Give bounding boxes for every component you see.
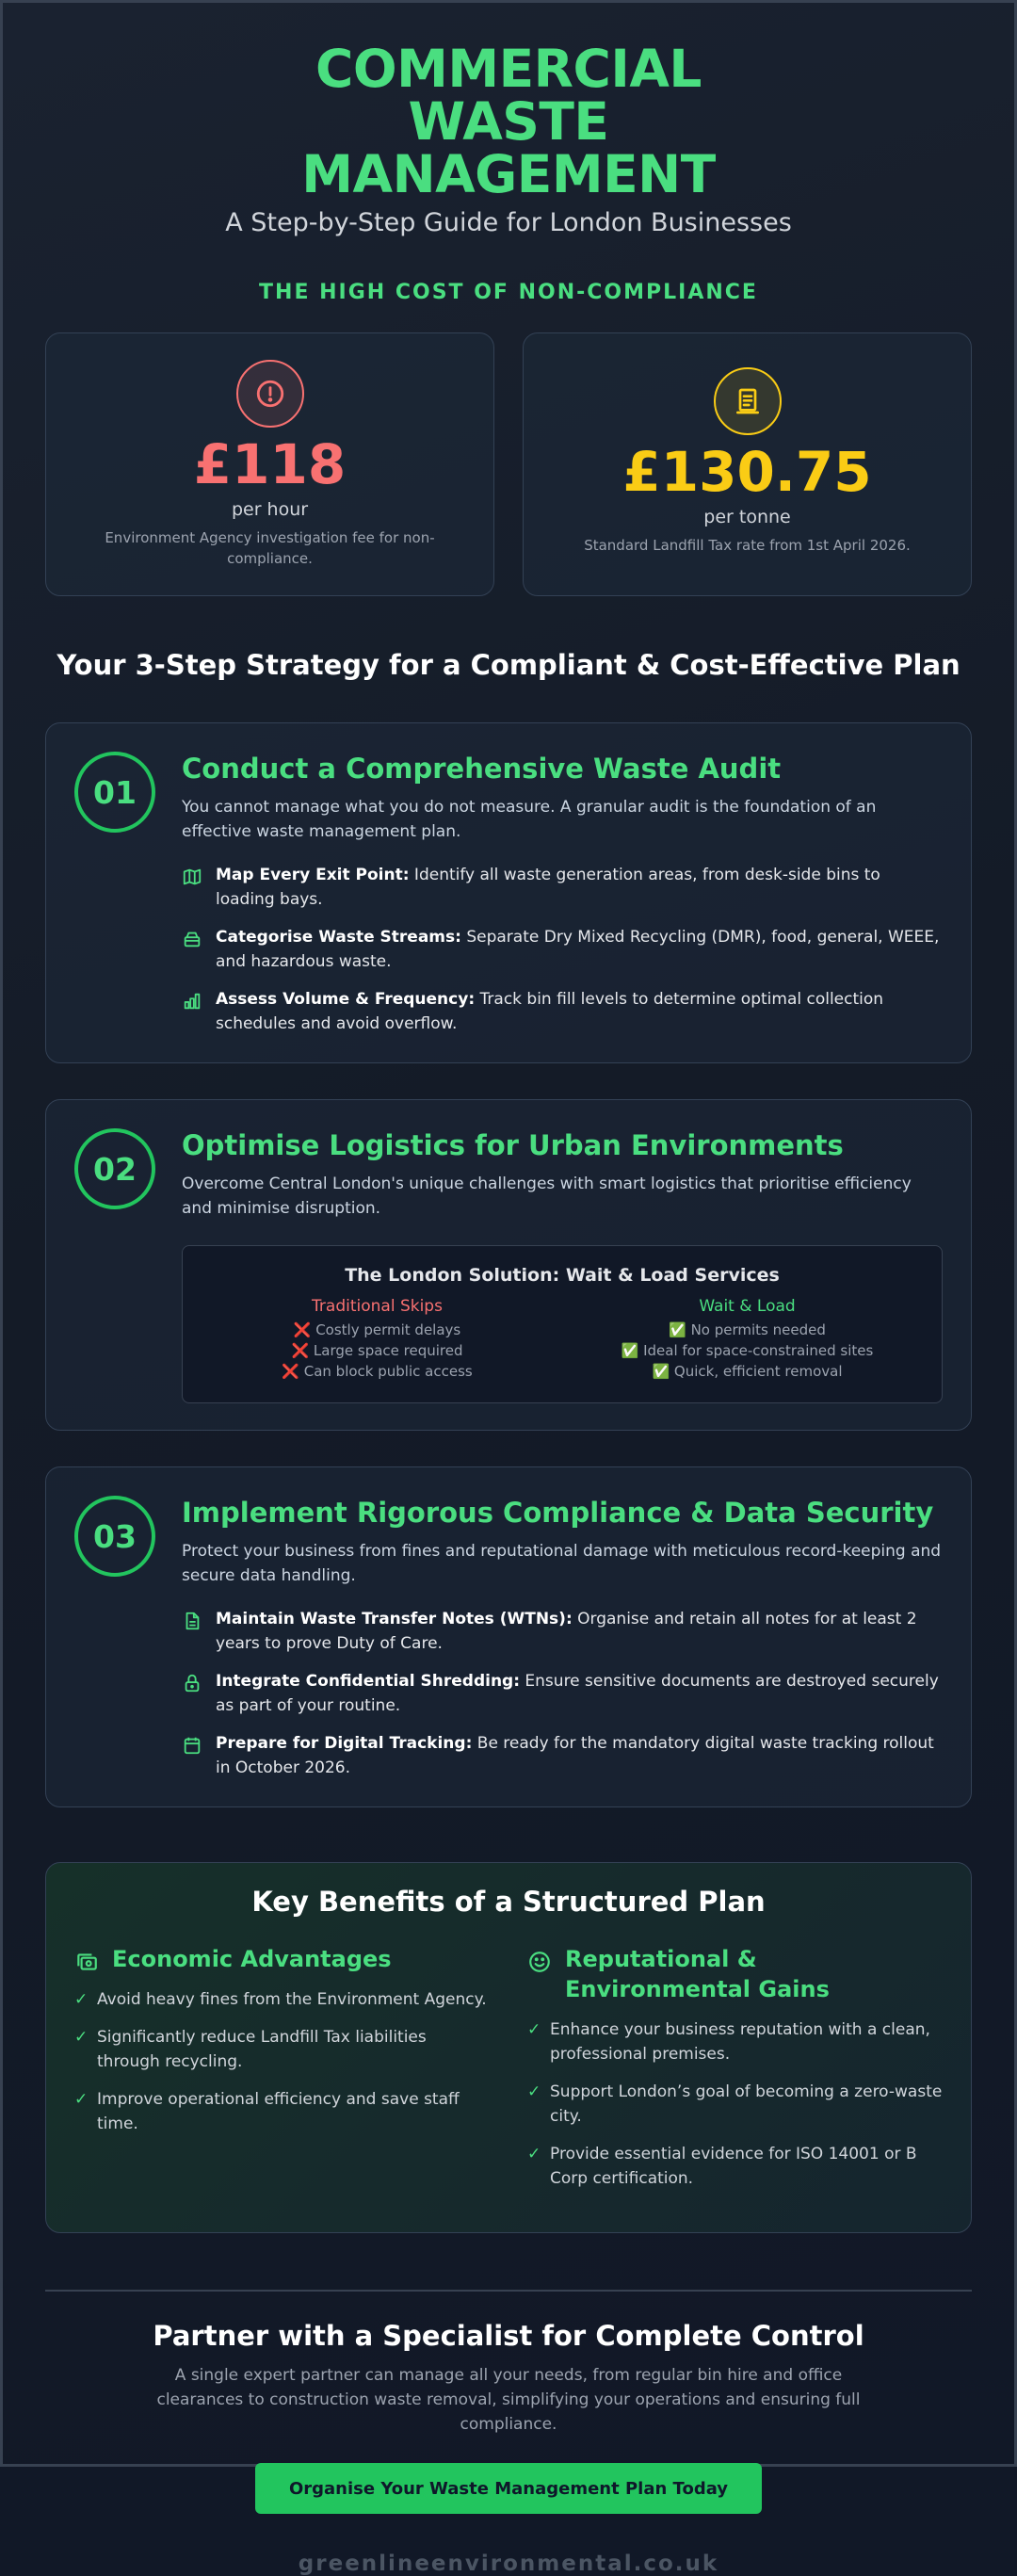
page-title: COMMERCIAL WASTE MANAGEMENT [301,39,716,204]
list-item: ✅ Quick, efficient removal [652,1363,843,1380]
bullet-label: Maintain Waste Transfer Notes (WTNs): [216,1610,573,1628]
bullet-text: Be ready for the mandatory digital waste tracking rollout in October 2026. [216,1734,934,1777]
cost-value: £118 [193,432,347,496]
step-card-logistics [45,1099,972,1431]
list-item [182,925,943,974]
list-item: ❌ Costly permit delays [293,1321,461,1338]
step-intro: You cannot manage what you do not measure. A granular audit is the foundation of an effective waste management plan. [182,798,877,841]
traditional-skips-column [192,1297,562,1382]
list-item [182,1731,943,1780]
bullet-label: Categorise Waste Streams: [216,928,461,947]
cost-description: Standard Landfill Tax rate from 1st April 2026. [584,537,911,554]
bullet-text: Ensure sensitive documents are destroyed securely as part of your routine. [216,1672,939,1715]
bullet-label: Integrate Confidential Shredding: [216,1672,521,1691]
lock-icon [182,1673,202,1693]
step-bullets [182,1607,943,1780]
divider [45,2290,972,2292]
step-intro: Overcome Central London's unique challenges with smart logistics that prioritise efficiency and minimise disruption. [182,1175,912,1218]
cost-value: £130.75 [622,440,872,504]
step-title: Conduct a Comprehensive Waste Audit [182,753,782,785]
bullet-text: Separate Dry Mixed Recycling (DMR), food, general, WEEE, and hazardous waste. [216,928,940,971]
money-icon [74,1950,99,1974]
step-title: Implement Rigorous Compliance & Data Security [182,1497,934,1529]
list-item: ✅ Ideal for space-constrained sites [621,1342,874,1359]
list-item [182,1607,943,1656]
list-item: ✓ Provide essential evidence for ISO 14001 or B Corp certification. [527,2142,943,2191]
check-icon: ✓ [74,2028,89,2047]
partner-description: A single expert partner can manage all your needs, from regular bin hire and office clearances to construction waste removal, simplifying your operations and ensuring full compliance. [156,2366,861,2434]
london-solution-box [182,1245,943,1403]
bullet-text: Track bin fill levels to determine optimal collection schedules and avoid overflow. [216,990,884,1033]
step-number: 01 [74,752,155,833]
check-icon: ✓ [527,2020,541,2039]
benefits-section [45,1862,972,2233]
partner-title: Partner with a Specialist for Complete Control [153,2320,864,2352]
receipt-icon [714,367,782,435]
step-card-compliance [45,1466,972,1807]
list-item [182,863,943,912]
list-item: ✓ Significantly reduce Landfill Tax liabilities through recycling. [74,2025,490,2074]
step-card-audit [45,722,972,1063]
list-item: ✓ Avoid heavy fines from the Environment Agency. [74,1987,490,2012]
bar-chart-icon [182,991,202,1012]
calendar-icon [182,1735,202,1756]
london-solution-title: The London Solution: Wait & Load Services [345,1265,780,1286]
check-icon: ✓ [74,2090,89,2109]
list-item: ❌ Can block public access [282,1363,473,1380]
step-number: 02 [74,1128,155,1209]
list-item: ✓ Enhance your business reputation with a clean, professional premises. [527,2017,943,2066]
list-item: ✓ Improve operational efficiency and save staff time. [74,2087,490,2136]
list-item: ✓ Support London’s goal of becoming a zero-waste city. [527,2080,943,2129]
footer-url[interactable]: greenlineenvironmental.co.uk [298,2552,719,2576]
step-body [182,1496,943,1780]
cost-unit: per tonne [703,507,791,527]
bullet-label: Map Every Exit Point: [216,866,410,884]
step-intro: Protect your business from fines and reputational damage with meticulous record-keeping and secure data handling. [182,1542,942,1585]
page-subtitle: A Step-by-Step Guide for London Businesses [225,208,792,237]
check-icon: ✓ [527,2082,541,2101]
step-title: Optimise Logistics for Urban Environments [182,1129,844,1161]
bullet-text: Identify all waste generation areas, from desk-side bins to loading bays. [216,866,880,909]
step-body [182,1128,943,1403]
benefit-list [527,2017,943,2191]
benefit-list [74,1987,490,2136]
strategy-title: Your 3-Step Strategy for a Compliant & Cost-Effective Plan [56,649,960,681]
benefit-columns [74,1944,943,2204]
step-bullets [182,863,943,1036]
cost-card-investigation-fee [45,332,494,596]
document-icon [182,1611,202,1631]
wait-load-column [562,1297,932,1382]
header [3,3,1014,237]
bin-icon [182,929,202,949]
check-icon: ✓ [527,2145,541,2163]
bullet-label: Assess Volume & Frequency: [216,990,476,1009]
column-heading: Wait & Load [699,1297,796,1316]
reputational-gains [527,1944,943,2204]
cost-section-label: THE HIGH COST OF NON-COMPLIANCE [259,281,758,304]
step-number: 03 [74,1496,155,1577]
comparison [192,1297,932,1382]
economic-advantages [74,1944,490,2204]
list-item: ✅ No permits needed [669,1321,826,1338]
cost-cards [45,332,972,596]
column-heading: Traditional Skips [312,1297,443,1316]
smile-icon [527,1950,552,1974]
cta-button[interactable]: Organise Your Waste Management Plan Today [255,2463,762,2514]
list-item [182,987,943,1036]
alert-icon [236,360,304,428]
cost-card-landfill-tax [523,332,972,596]
benefits-title: Key Benefits of a Structured Plan [251,1886,766,1918]
bullet-label: Prepare for Digital Tracking: [216,1734,473,1753]
step-body [182,752,943,1036]
list-item: ❌ Large space required [291,1342,463,1359]
cost-description: Environment Agency investigation fee for non-compliance. [105,529,435,567]
benefit-heading: Reputational & Environmental Gains [565,1946,830,2002]
cost-unit: per hour [231,499,309,520]
list-item [182,1669,943,1718]
map-icon [182,867,202,887]
bullet-text: Organise and retain all notes for at least 2 years to prove Duty of Care. [216,1610,917,1653]
benefit-heading: Economic Advantages [112,1946,392,1972]
check-icon: ✓ [74,1990,89,2009]
